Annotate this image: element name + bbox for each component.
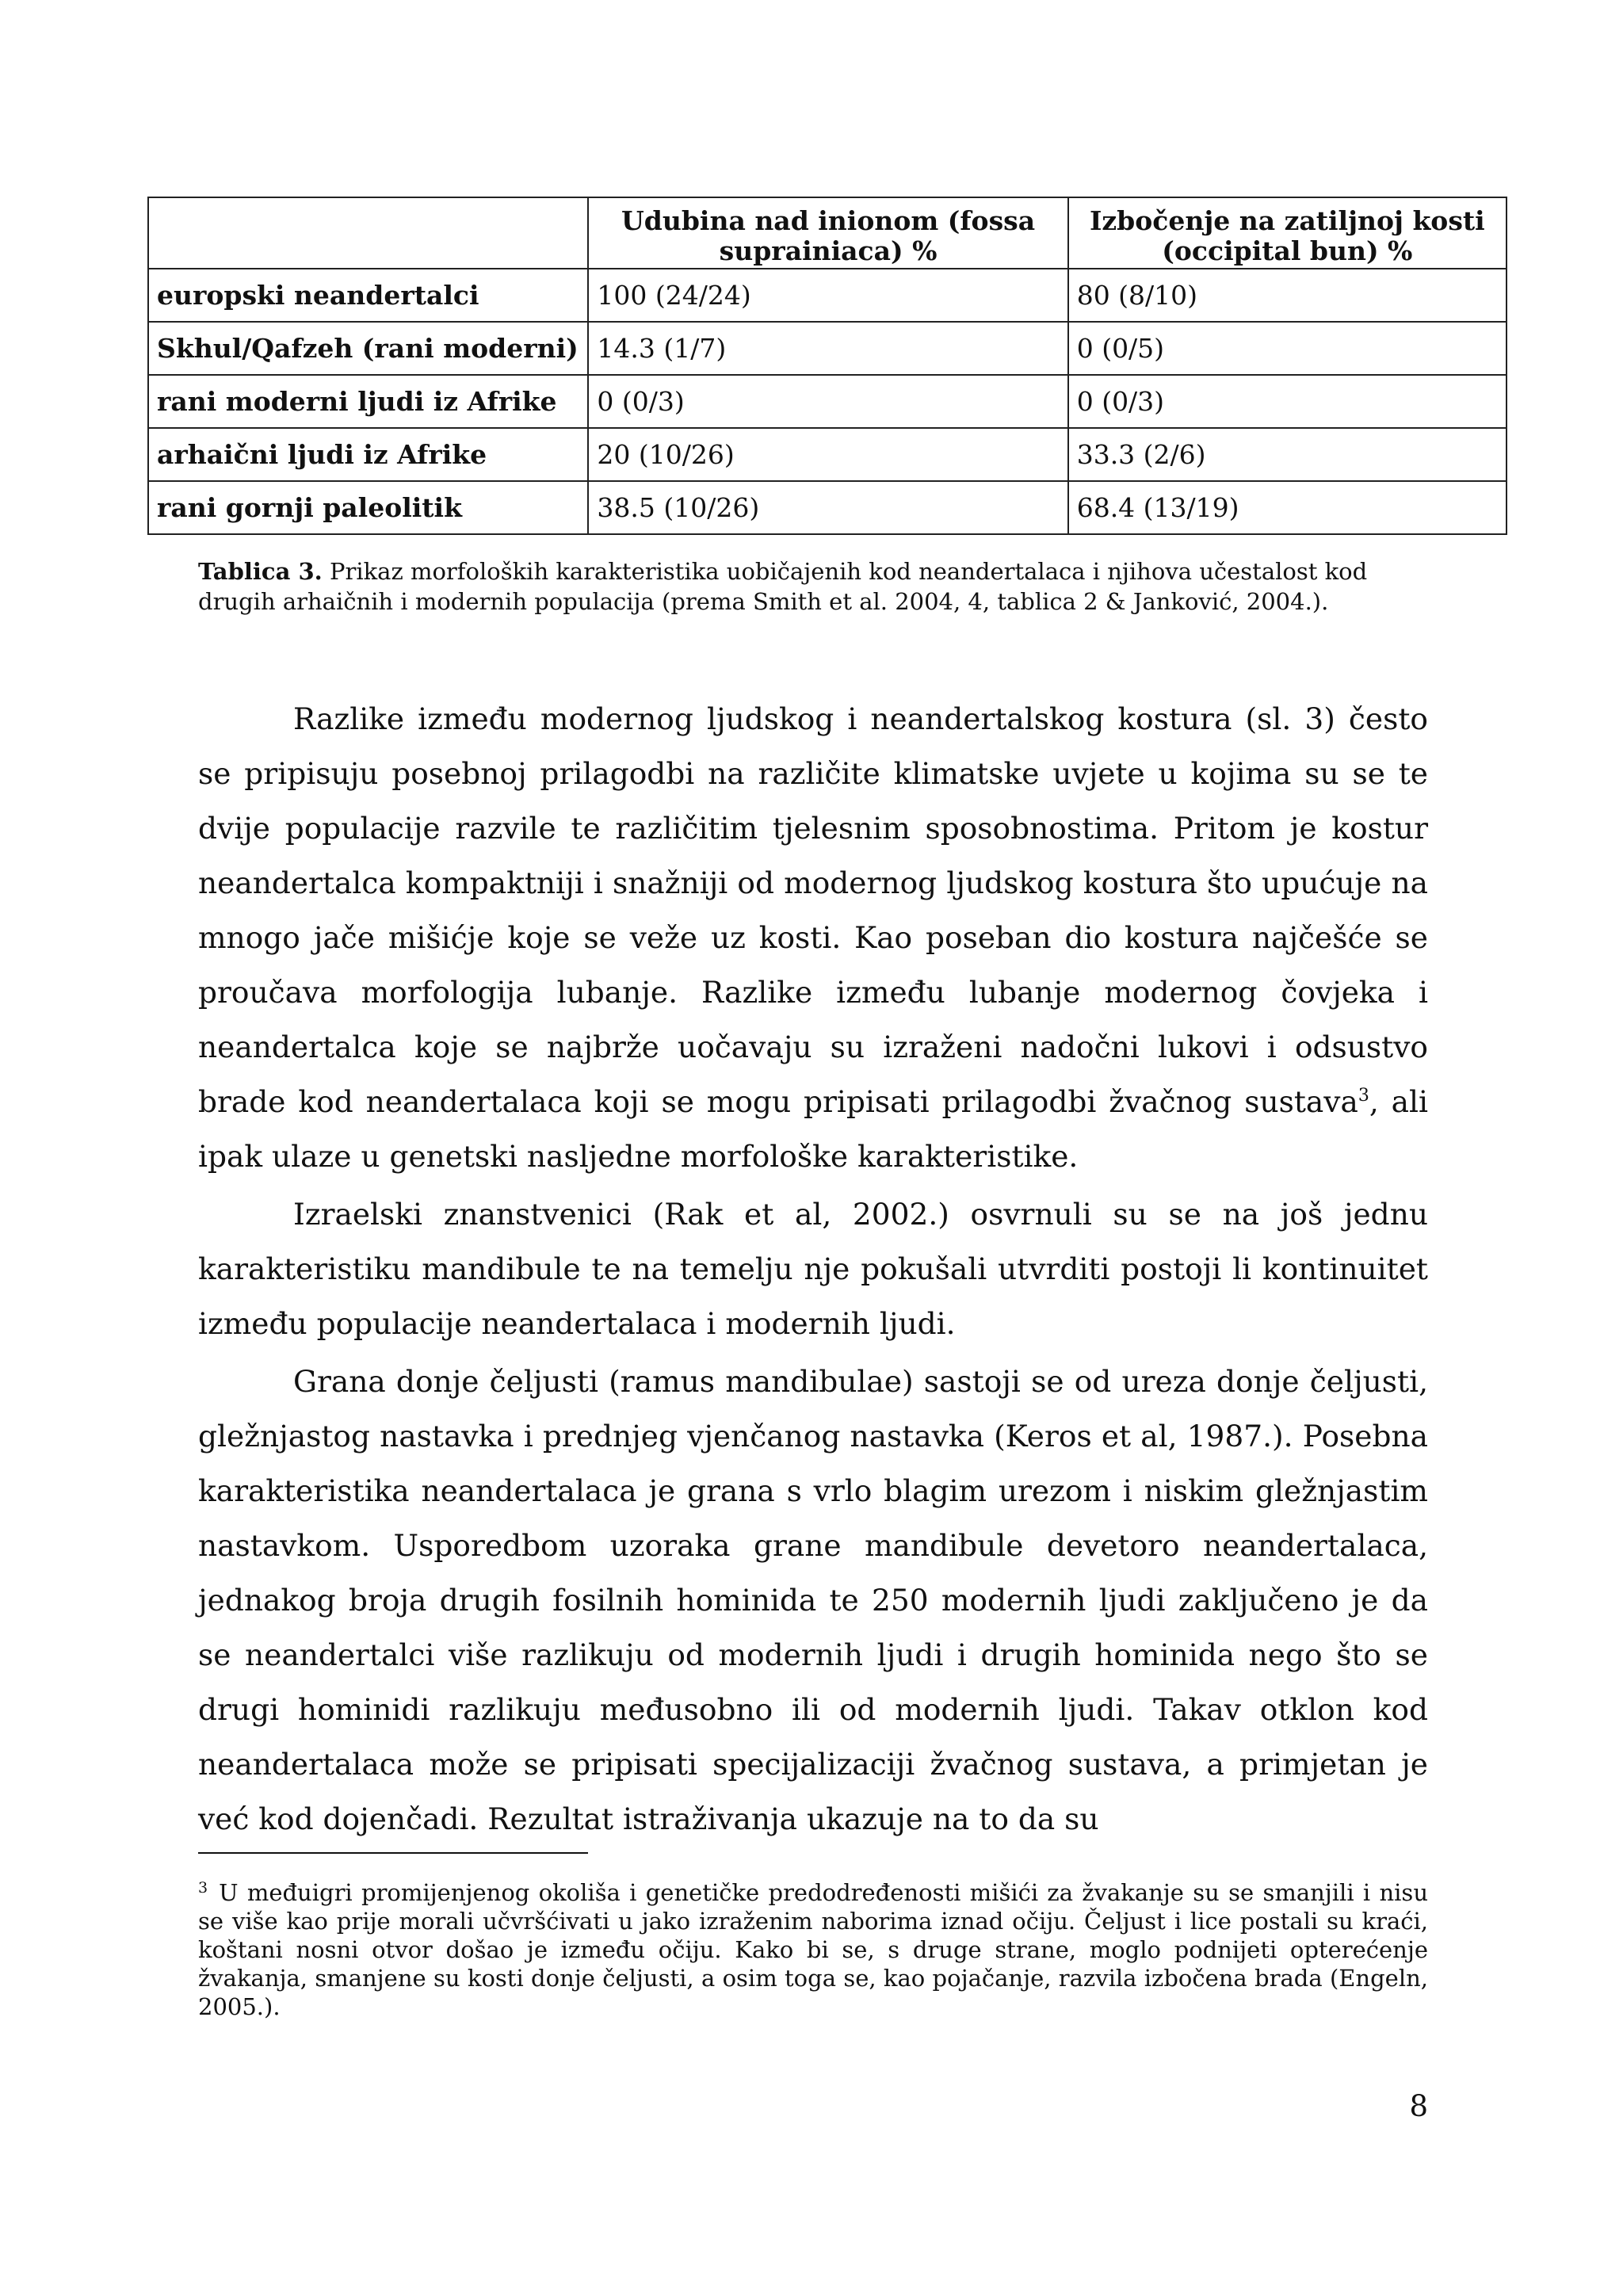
table-row bbox=[148, 269, 1507, 322]
table-header-occipital: Izbočenje na zatiljnoj kosti (occipital bun) % bbox=[1068, 197, 1507, 269]
page-number: 8 bbox=[1409, 2089, 1428, 2123]
footnote-reference[interactable]: 3 bbox=[1358, 1086, 1369, 1106]
table-row bbox=[148, 375, 1507, 428]
table-cell: 0 (0/5) bbox=[1068, 322, 1507, 375]
body-text bbox=[198, 692, 1428, 1847]
table-caption bbox=[198, 556, 1434, 617]
table-row-label: arhaični ljudi iz Afrike bbox=[148, 428, 588, 481]
table-header-fossa: Udubina nad inionom (fossa suprainiaca) % bbox=[588, 197, 1067, 269]
table-cell: 68.4 (13/19) bbox=[1068, 481, 1507, 534]
table-row bbox=[148, 322, 1507, 375]
table-row-label: europski neandertalci bbox=[148, 269, 588, 322]
table-cell: 80 (8/10) bbox=[1068, 269, 1507, 322]
table-header-row bbox=[148, 197, 1507, 269]
paragraph bbox=[198, 692, 1428, 1184]
caption-text: Prikaz morfoloških karakteristika uobičajenih kod neandertalaca i njihova učestalost kod drugih arhaičnih i modernih populacija (prema Smith et al. 2004, 4, tablica 2 & Janković, 2004.). bbox=[198, 558, 1368, 615]
paragraph-text: , ali ipak ulaze u genetski nasljedne morfološke karakteristike. bbox=[198, 1084, 1429, 1174]
footnote-divider bbox=[198, 1852, 588, 1854]
table-cell: 20 (10/26) bbox=[588, 428, 1067, 481]
table-row bbox=[148, 428, 1507, 481]
table-cell: 100 (24/24) bbox=[588, 269, 1067, 322]
footnote bbox=[198, 1878, 1428, 2021]
paragraph: Grana donje čeljusti (ramus mandibulae) sastoji se od ureza donje čeljusti, gležnjastog nastavka i prednjeg vjenčanog nastavka (Keros et al, 1987.). Posebna karakteristika neandertalaca je grana s vrlo blagim urezom i niskim gležnjastim nastavkom. Usporedbom uzoraka grane mandibule devetoro neandertalaca, jednakog broja drugih fosilnih hominida te 250 modernih ljudi zaključeno je da se neandertalci više razlikuju od modernih ljudi i drugih hominida nego što se drugi hominidi razlikuju međusobno ili od modernih ljudi. Takav otklon kod neandertalaca može se pripisati specijalizaciji žvačnog sustava, a primjetan je već kod dojenčadi. Rezultat istraživanja ukazuje na to da su bbox=[198, 1364, 1428, 1836]
table-header-empty bbox=[148, 197, 588, 269]
paragraph: Izraelski znanstvenici (Rak et al, 2002.) osvrnuli su se na još jednu karakteristiku mandibule te na temelju nje pokušali utvrditi postoji li kontinuitet između populacije neandertalaca i modernih ljudi. bbox=[198, 1197, 1428, 1341]
table-row-label: Skhul/Qafzeh (rani moderni) bbox=[148, 322, 588, 375]
table-cell: 0 (0/3) bbox=[588, 375, 1067, 428]
table-row-label: rani gornji paleolitik bbox=[148, 481, 588, 534]
paragraph-text: Razlike između modernog ljudskog i neandertalskog kostura (sl. 3) često se pripisuju posebnoj prilagodbi na različite klimatske uvjete u kojima su se te dvije populacije razvile te različitim tjelesnim sposobnostima. Pritom je kostur neandertalca kompaktniji i snažniji od modernog ljudskog kostura što upućuje na mnogo jače mišićje koje se veže uz kosti. Kao poseban dio kostura najčešće se proučava morfologija lubanje. Razlike između lubanje modernog čovjeka i neandertalca koje se najbrže uočavaju su izraženi nadočni lukovi i odsustvo brade kod neandertalaca koji se mogu pripisati prilagodbi žvačnog sustava bbox=[198, 701, 1428, 1119]
table-row bbox=[148, 481, 1507, 534]
table-cell: 0 (0/3) bbox=[1068, 375, 1507, 428]
table-row-label: rani moderni ljudi iz Afrike bbox=[148, 375, 588, 428]
table-cell: 14.3 (1/7) bbox=[588, 322, 1067, 375]
caption-label: Tablica 3. bbox=[198, 558, 323, 585]
table-cell: 33.3 (2/6) bbox=[1068, 428, 1507, 481]
footnote-text: U međuigri promijenjenog okoliša i genetičke predodređenosti mišići za žvakanje su se smanjili i nisu se više kao prije morali učvršćivati u jako izraženim naborima iznad očiju. Čeljust i lice postali su kraći, koštani nosni otvor došao je između očiju. Kako bi se, s druge strane, moglo podnijeti opterećenje žvakanja, smanjene su kosti donje čeljusti, a osim toga se, kao pojačanje, razvila izbočena brada (Engeln, 2005.). bbox=[198, 1879, 1428, 2020]
footnote-number: 3 bbox=[198, 1879, 208, 1897]
table-cell: 38.5 (10/26) bbox=[588, 481, 1067, 534]
comparison-table bbox=[147, 197, 1507, 535]
